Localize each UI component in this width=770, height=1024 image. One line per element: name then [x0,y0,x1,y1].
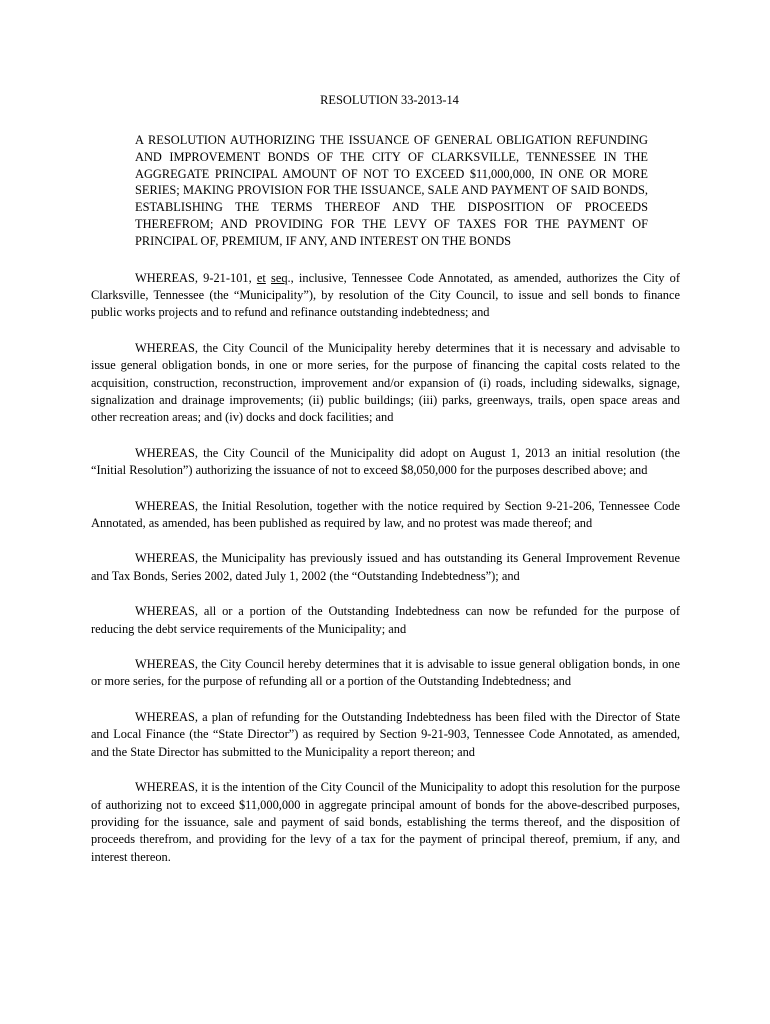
resolution-preamble: A RESOLUTION AUTHORIZING THE ISSUANCE OF GENERAL OBLIGATION REFUNDING AND IMPROVEMENT BONDS OF THE CITY OF CLARKSVILLE, TENNESSEE IN THE AGGREGATE PRINCIPAL AMOUNT OF NOT TO EXCEED $11,000,000, IN ONE OR MORE SERIES; MAKING PROVISION FOR THE ISSUANCE, SALE AND PAYMENT OF SAID BONDS, ESTABLISHING THE TERMS THEREOF AND THE DISPOSITION OF PROCEEDS THEREFROM; AND PROVIDING FOR THE LEVY OF TAXES FOR THE PAYMENT OF PRINCIPAL OF, PREMIUM, IF ANY, AND INTEREST ON THE BONDS [135,133,648,248]
whereas-clause-2: WHEREAS, the City Council of the Municipality hereby determines that it is necessary and advisable to issue general obligation bonds, in one or more series, for the purpose of financing the capital costs related to the acquisition, construction, reconstruction, improvement and/or expansion of (i) roads, including sidewalks, signage, signalization and drainage improvements; (ii) public buildings; (iii) parks, greenways, trails, open space areas and other recreation areas; and (iv) docks and dock facilities; and [91,340,680,425]
whereas-clause-9: WHEREAS, it is the intention of the City Council of the Municipality to adopt this resolution for the purpose of authorizing not to exceed $11,000,000 in aggregate principal amount of bonds for the above-described purposes, providing for the issuance, sale and payment of said bonds, establishing the terms thereof, and the disposition of proceeds therefrom, and providing for the levy of a tax for the payment of principal thereof, premium, if any, and interest thereon. [91,780,680,864]
clause-1-text-start: WHEREAS, 9-21-101, [135,270,257,285]
resolution-title: RESOLUTION 33-2013-14 [320,93,459,107]
et-underlined: et [256,270,266,285]
clause-1-text-end: ., inclusive, Tennessee Code Annotated, as amended, authorizes the City of Clarksville, Tennessee (the “Municipality”), by resolution of the City Council, to issue and sell bonds to finance public works projects and to refund and refinance outstanding indebtedness; and [91,270,680,320]
whereas-clause-1 [91,270,680,322]
seq-underlined: seq [271,270,288,285]
whereas-clause-7: WHEREAS, the City Council hereby determines that it is advisable to issue general obligation bonds, in one or more series, for the purpose of refunding all or a portion of the Outstanding Indebtedness; and [91,657,680,689]
whereas-clause-4: WHEREAS, the Initial Resolution, together with the notice required by Section 9-21-206, Tennessee Code Annotated, as amended, has been published as required by law, and no protest was made thereof; and [91,498,680,531]
whereas-clause-5: WHEREAS, the Municipality has previously issued and has outstanding its General Improvement Revenue and Tax Bonds, Series 2002, dated July 1, 2002 (the “Outstanding Indebtedness”); and [91,551,680,583]
whereas-clause-3: WHEREAS, the City Council of the Municipality did adopt on August 1, 2013 an initial resolution (the “Initial Resolution”) authorizing the issuance of not to exceed $8,050,000 for the purposes described above; and [91,445,680,478]
whereas-clause-8: WHEREAS, a plan of refunding for the Outstanding Indebtedness has been filed with the Director of State and Local Finance (the “State Director”) as required by Section 9-21-903, Tennessee Code Annotated, as amended, and the State Director has submitted to the Municipality a report thereon; and [91,709,680,759]
whereas-clause-6: WHEREAS, all or a portion of the Outstanding Indebtedness can now be refunded for the purpose of reducing the debt service requirements of the Municipality; and [91,604,680,636]
